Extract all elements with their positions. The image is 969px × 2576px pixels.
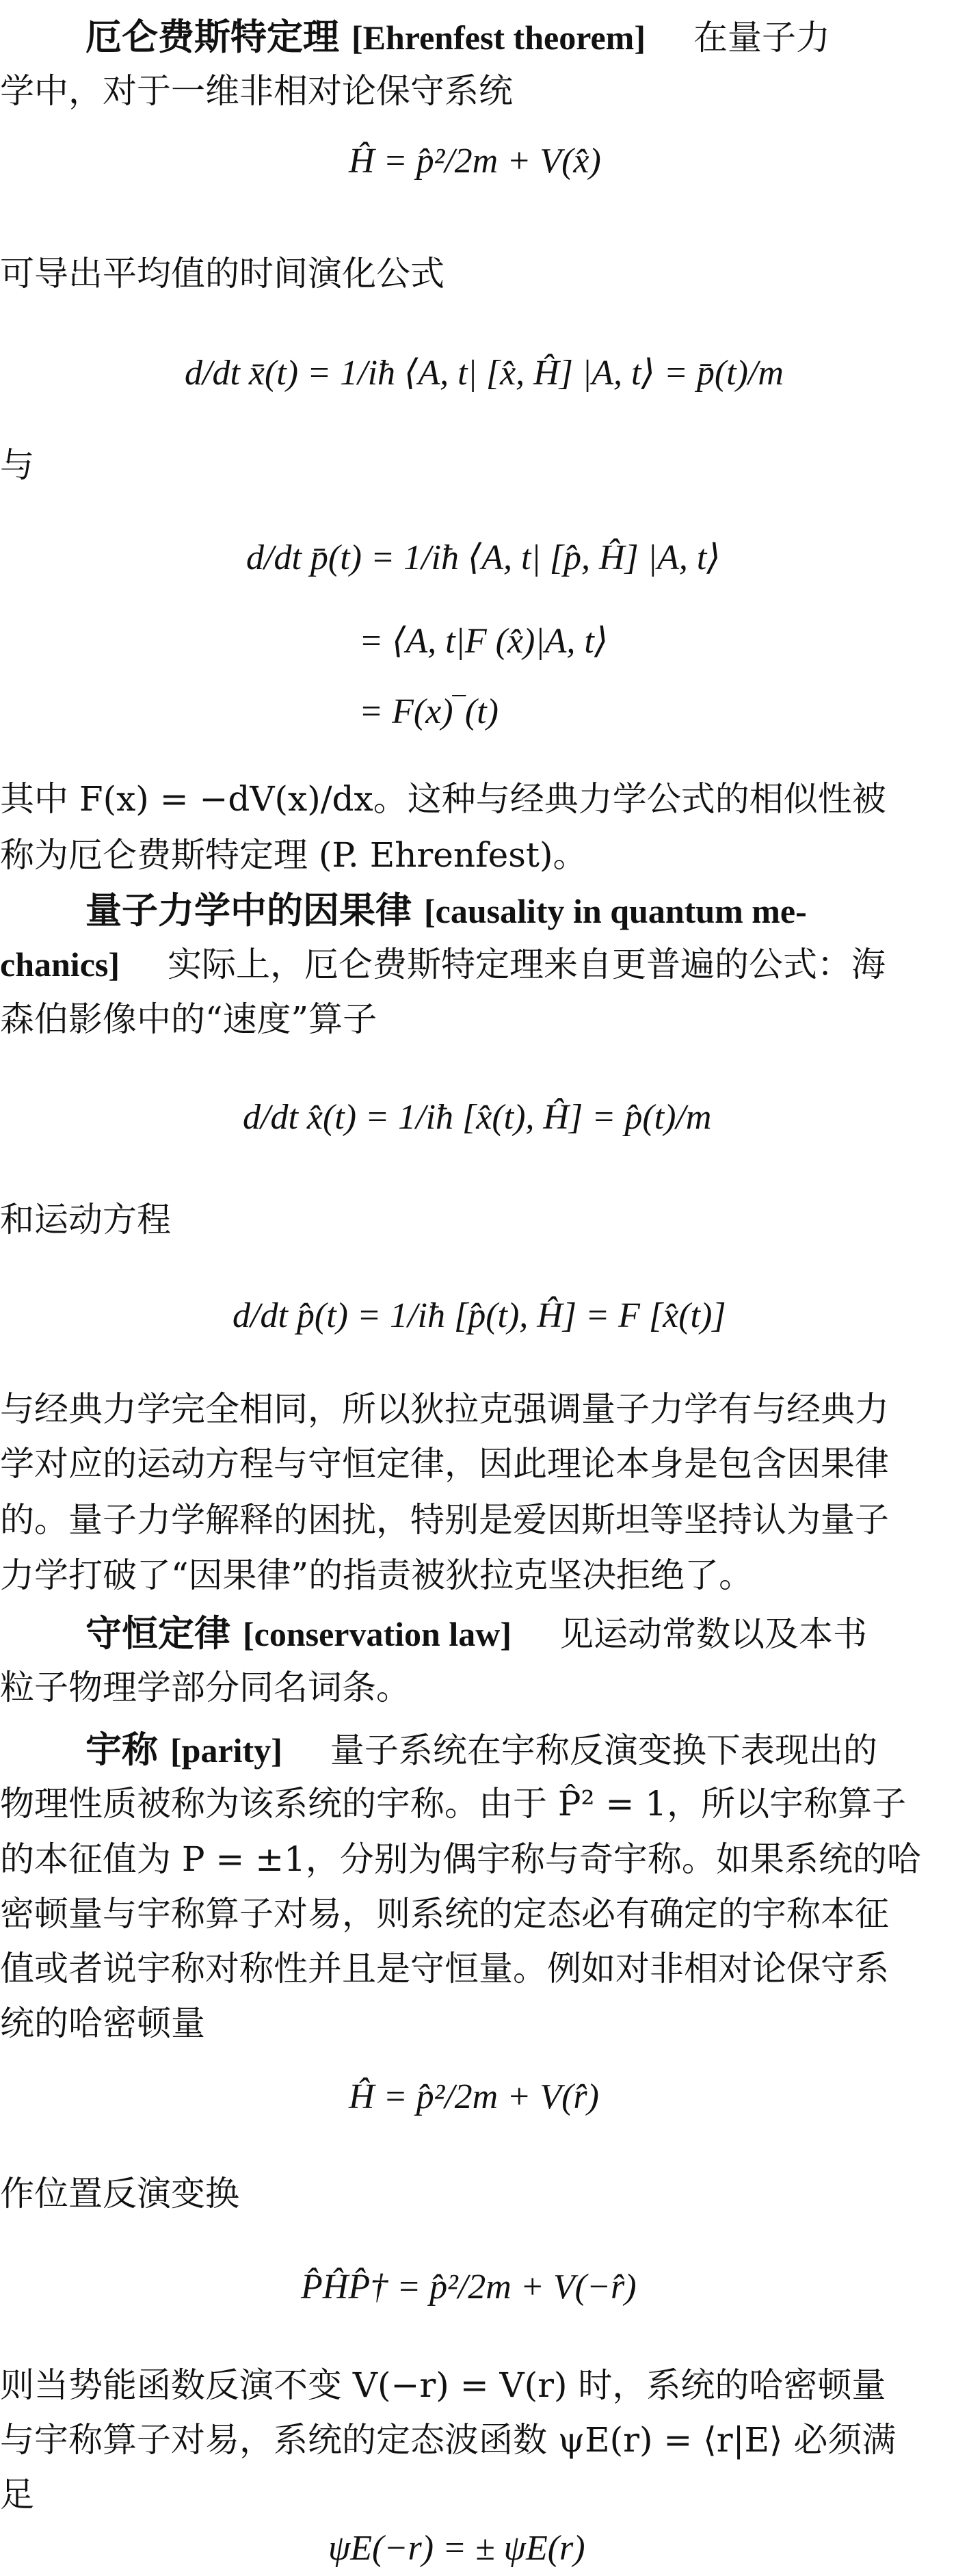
entry-term: 厄仑费斯特定理 (85, 16, 339, 58)
body-line: 与宇称算子对易，系统的定态波函数 ψE(r) = ⟨r|E⟩ 必须满 (0, 2420, 897, 2460)
equation: = F(x)‾(t) (359, 692, 499, 731)
equation: d/dt x̂(t) = 1/iħ [x̂(t), Ĥ] = p̂(t)/m (243, 1098, 712, 1137)
entry-heading-conservation (85, 1613, 867, 1655)
equation: d/dt p̂(t) = 1/iħ [p̂(t), Ĥ] = F [x̂(t)] (233, 1296, 726, 1335)
entry-term: 守恒定律 (85, 1613, 230, 1655)
entry-text: 在量子力 (693, 18, 830, 57)
entry-heading-parity (85, 1729, 877, 1771)
body-line: 森伯影像中的“速度”算子 (0, 999, 377, 1039)
body-line: 的本征值为 P = ±1，分别为偶宇称与奇宇称。如果系统的哈 (0, 1839, 921, 1879)
body-line: 物理性质被称为该系统的宇称。由于 P̂² = 1，所以宇称算子 (0, 1784, 907, 1824)
body-line: 力学打破了“因果律”的指责被狄拉克坚决拒绝了。 (0, 1555, 754, 1595)
body-line: 其中 F(x) = −dV(x)/dx。这种与经典力学公式的相似性被 (0, 779, 886, 819)
equation: Ĥ = p̂²/2m + V(r̂) (349, 2077, 599, 2116)
body-line: 则当势能函数反演不变 V(−r) = V(r) 时，系统的哈密顿量 (0, 2365, 886, 2405)
entry-text: 实际上，厄仑费斯特定理来自更普遍的公式：海 (168, 945, 886, 984)
body-line: 作位置反演变换 (0, 2174, 239, 2213)
body-line: 值或者说宇称对称性并且是守恒量。例如对非相对论保守系 (0, 1949, 889, 1988)
body-line: 学对应的运动方程与守恒定律，因此理论本身是包含因果律 (0, 1444, 889, 1484)
entry-english: [causality in quantum me- (424, 892, 807, 930)
entry-english: chanics] (0, 945, 120, 984)
entry-english: [conservation law] (243, 1615, 512, 1653)
body-line: 学中，对于一维非相对论保守系统 (0, 71, 513, 111)
entry-text: 见运动常数以及本书 (559, 1614, 867, 1654)
body-line: 粒子物理学部分同名词条。 (0, 1668, 410, 1707)
body-line: 的。量子力学解释的困扰，特别是爱因斯坦等坚持认为量子 (0, 1500, 889, 1540)
body-line: 与经典力学完全相同，所以狄拉克强调量子力学有与经典力 (0, 1389, 889, 1429)
entry-english: [Ehrenfest theorem] (351, 18, 646, 57)
entry-term: 宇称 (85, 1729, 158, 1771)
body-line: 和运动方程 (0, 1200, 171, 1239)
body-line: 称为厄仑费斯特定理 (P. Ehrenfest)。 (0, 835, 587, 875)
equation: = ⟨A, t|F (x̂)|A, t⟩ (359, 622, 609, 661)
equation: d/dt x̄(t) = 1/iħ ⟨A, t| [x̂, Ĥ] |A, t⟩ = p̄(t)/m (185, 354, 784, 393)
entry-text: 量子系统在宇称反演变换下表现出的 (330, 1731, 877, 1770)
equation: Ĥ = p̂²/2m + V(x̂) (349, 142, 601, 181)
equation: P̂ĤP̂† = p̂²/2m + V(−r̂) (301, 2268, 637, 2306)
entry-heading-ehrenfest (85, 16, 830, 58)
body-line: 密顿量与宇称算子对易，则系统的定态必有确定的宇称本征 (0, 1894, 889, 1934)
entry-english: [parity] (170, 1731, 282, 1770)
entry-heading-causality (85, 890, 807, 932)
equation: d/dt p̄(t) = 1/iħ ⟨A, t| [p̂, Ĥ] |A, t⟩ (246, 538, 721, 577)
body-line: 统的哈密顿量 (0, 2003, 205, 2043)
equation: ψE(−r) = ± ψE(r) (328, 2529, 585, 2568)
entry-term: 量子力学中的因果律 (85, 890, 412, 932)
body-line (0, 947, 886, 982)
body-line: 与 (0, 445, 34, 485)
body-line: 可导出平均值的时间演化公式 (0, 254, 444, 293)
body-line: 足 (0, 2475, 34, 2514)
